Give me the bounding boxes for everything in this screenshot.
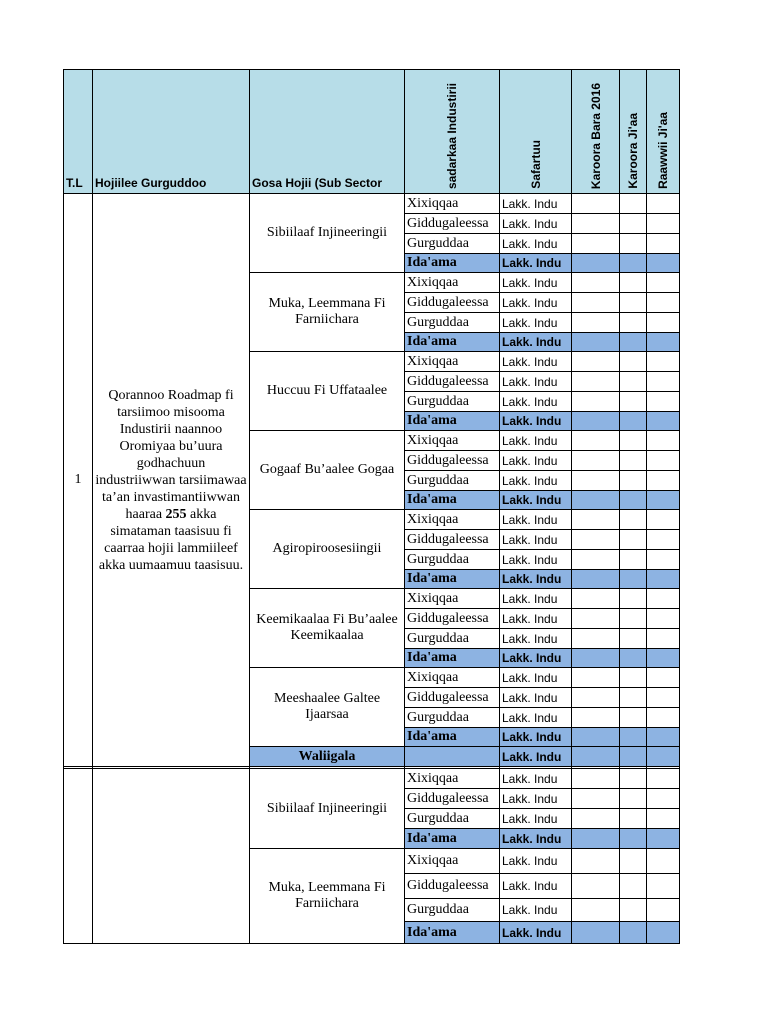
industry-level: Xixiqqaa [405, 273, 500, 293]
unit-label: Lakk. Indu [500, 629, 572, 649]
value-cell[interactable] [620, 412, 647, 431]
value-cell[interactable] [620, 214, 647, 234]
industry-plan-table [63, 69, 680, 944]
value-cell[interactable] [620, 194, 647, 214]
unit-label: Lakk. Indu [500, 649, 572, 668]
unit-label: Lakk. Indu [500, 829, 572, 849]
value-cell[interactable] [572, 333, 620, 352]
subsector-name: Agiropiroosesiingii [250, 510, 405, 589]
industry-level: Gurguddaa [405, 313, 500, 333]
value-cell[interactable] [620, 629, 647, 649]
industry-level: Giddugaleessa [405, 214, 500, 234]
value-cell[interactable] [647, 829, 680, 849]
industry-level: Ida'ama [405, 333, 500, 352]
header-subsector: Gosa Hojii (Sub Sector [250, 70, 405, 194]
value-cell[interactable] [620, 829, 647, 849]
value-cell[interactable] [620, 333, 647, 352]
objective-text [93, 194, 250, 767]
value-cell[interactable] [620, 234, 647, 254]
unit-label: Lakk. Indu [500, 550, 572, 570]
value-cell[interactable] [620, 649, 647, 668]
value-cell[interactable] [647, 688, 680, 708]
value-cell[interactable] [572, 254, 620, 273]
value-cell[interactable] [647, 234, 680, 254]
value-cell[interactable] [572, 708, 620, 728]
unit-label: Lakk. Indu [500, 789, 572, 809]
table-row [64, 769, 680, 789]
industry-level: Gurguddaa [405, 550, 500, 570]
value-cell[interactable] [572, 392, 620, 412]
value-cell[interactable] [647, 471, 680, 491]
value-cell[interactable] [647, 214, 680, 234]
value-cell[interactable] [572, 273, 620, 293]
value-cell[interactable] [572, 431, 620, 451]
value-cell[interactable] [620, 708, 647, 728]
unit-label: Lakk. Indu [500, 510, 572, 530]
unit-label: Lakk. Indu [500, 194, 572, 214]
unit-label: Lakk. Indu [500, 431, 572, 451]
industry-level: Xixiqqaa [405, 668, 500, 688]
unit-label: Lakk. Indu [500, 849, 572, 874]
value-cell[interactable] [572, 530, 620, 550]
unit-label: Lakk. Indu [500, 688, 572, 708]
industry-level: Giddugaleessa [405, 688, 500, 708]
unit-label: Lakk. Indu [500, 234, 572, 254]
unit-label: Lakk. Indu [500, 392, 572, 412]
value-cell[interactable] [572, 747, 620, 767]
value-cell[interactable] [620, 313, 647, 333]
value-cell[interactable] [572, 570, 620, 589]
header-plan-2016: Karoora Bara 2016 [572, 70, 620, 194]
unit-label: Lakk. Indu [500, 313, 572, 333]
value-cell[interactable] [620, 550, 647, 570]
industry-level: Ida'ama [405, 728, 500, 747]
industry-level: Ida'ama [405, 412, 500, 431]
value-cell[interactable] [620, 392, 647, 412]
value-cell[interactable] [647, 849, 680, 874]
industry-level: Xixiqqaa [405, 510, 500, 530]
value-cell[interactable] [572, 899, 620, 922]
value-cell[interactable] [647, 333, 680, 352]
unit-label: Lakk. Indu [500, 530, 572, 550]
value-cell[interactable] [572, 849, 620, 874]
value-cell[interactable] [647, 254, 680, 273]
header-tl: T.L [64, 70, 93, 194]
subsector-name: Muka, Leemmana Fi Farniichara [250, 849, 405, 944]
value-cell[interactable] [572, 874, 620, 899]
value-cell[interactable] [572, 809, 620, 829]
value-cell[interactable] [620, 451, 647, 471]
unit-label: Lakk. Indu [500, 570, 572, 589]
industry-level: Gurguddaa [405, 708, 500, 728]
industry-level: Giddugaleessa [405, 451, 500, 471]
header-unit: Safartuu [500, 70, 572, 194]
value-cell[interactable] [620, 254, 647, 273]
value-cell[interactable] [647, 550, 680, 570]
industry-level: Gurguddaa [405, 471, 500, 491]
unit-label: Lakk. Indu [500, 589, 572, 609]
table-body [64, 194, 680, 944]
value-cell[interactable] [620, 609, 647, 629]
value-cell[interactable] [572, 829, 620, 849]
value-cell[interactable] [572, 589, 620, 609]
objective-part: Qorannoo Roadmap fi tarsiimoo misooma Industirii naannoo Oromiyaa bu’uura godhachuun industriiwwan tarsiimawaa ta’an invastimantiiwwan haaraa [95, 387, 247, 522]
value-cell[interactable] [647, 510, 680, 530]
objective-target: 255 [165, 506, 187, 522]
value-cell[interactable] [572, 491, 620, 510]
grand-total-level [405, 747, 500, 767]
unit-label: Lakk. Indu [500, 293, 572, 313]
value-cell[interactable] [620, 922, 647, 944]
value-cell[interactable] [647, 922, 680, 944]
value-cell[interactable] [620, 491, 647, 510]
value-cell[interactable] [572, 293, 620, 313]
unit-label: Lakk. Indu [500, 922, 572, 944]
value-cell[interactable] [572, 728, 620, 747]
industry-level: Ida'ama [405, 922, 500, 944]
value-cell[interactable] [620, 728, 647, 747]
industry-level: Xixiqqaa [405, 849, 500, 874]
value-cell[interactable] [647, 589, 680, 609]
subsector-name: Sibiilaaf Injineeringii [250, 194, 405, 273]
value-cell[interactable] [647, 392, 680, 412]
industry-level: Ida'ama [405, 254, 500, 273]
table-row [64, 194, 680, 214]
industry-level: Giddugaleessa [405, 789, 500, 809]
header-industry-type: sadarkaa Industirii [405, 70, 500, 194]
subsector-name: Sibiilaaf Injineeringii [250, 769, 405, 849]
unit-label: Lakk. Indu [500, 747, 572, 767]
industry-level: Xixiqqaa [405, 194, 500, 214]
subsector-name: Huccuu Fi Uffataalee [250, 352, 405, 431]
industry-level: Xixiqqaa [405, 352, 500, 372]
value-cell[interactable] [572, 372, 620, 392]
value-cell[interactable] [620, 589, 647, 609]
industry-level: Giddugaleessa [405, 874, 500, 899]
value-cell[interactable] [572, 668, 620, 688]
value-cell[interactable] [647, 570, 680, 589]
industry-level: Gurguddaa [405, 234, 500, 254]
value-cell[interactable] [647, 899, 680, 922]
value-cell[interactable] [572, 550, 620, 570]
industry-level: Ida'ama [405, 491, 500, 510]
value-cell[interactable] [620, 471, 647, 491]
industry-level: Giddugaleessa [405, 530, 500, 550]
industry-level: Ida'ama [405, 829, 500, 849]
value-cell[interactable] [620, 899, 647, 922]
value-cell[interactable] [620, 874, 647, 899]
value-cell[interactable] [620, 769, 647, 789]
value-cell[interactable] [572, 412, 620, 431]
value-cell[interactable] [620, 530, 647, 550]
unit-label: Lakk. Indu [500, 214, 572, 234]
unit-label: Lakk. Indu [500, 273, 572, 293]
value-cell[interactable] [572, 922, 620, 944]
value-cell[interactable] [620, 431, 647, 451]
value-cell[interactable] [647, 530, 680, 550]
value-cell[interactable] [647, 293, 680, 313]
industry-level: Giddugaleessa [405, 293, 500, 313]
subsector-name: Keemikaalaa Fi Bu’aalee Keemikaalaa [250, 589, 405, 668]
value-cell[interactable] [620, 352, 647, 372]
value-cell[interactable] [620, 849, 647, 874]
value-cell[interactable] [572, 471, 620, 491]
unit-label: Lakk. Indu [500, 769, 572, 789]
value-cell[interactable] [647, 809, 680, 829]
value-cell[interactable] [572, 234, 620, 254]
industry-level: Xixiqqaa [405, 769, 500, 789]
value-cell[interactable] [620, 668, 647, 688]
subsector-name: Meeshaalee Galtee Ijaarsaa [250, 668, 405, 747]
row-number [64, 769, 93, 944]
industry-level: Gurguddaa [405, 629, 500, 649]
industry-level: Ida'ama [405, 649, 500, 668]
value-cell[interactable] [620, 688, 647, 708]
header-objective: Hojiilee Gurguddoo [93, 70, 250, 194]
value-cell[interactable] [647, 668, 680, 688]
value-cell[interactable] [620, 570, 647, 589]
value-cell[interactable] [620, 510, 647, 530]
unit-label: Lakk. Indu [500, 874, 572, 899]
value-cell[interactable] [572, 214, 620, 234]
unit-label: Lakk. Indu [500, 451, 572, 471]
unit-label: Lakk. Indu [500, 372, 572, 392]
unit-label: Lakk. Indu [500, 412, 572, 431]
value-cell[interactable] [647, 708, 680, 728]
value-cell[interactable] [647, 194, 680, 214]
value-cell[interactable] [647, 789, 680, 809]
value-cell[interactable] [647, 649, 680, 668]
value-cell[interactable] [572, 313, 620, 333]
industry-level: Gurguddaa [405, 809, 500, 829]
value-cell[interactable] [572, 769, 620, 789]
value-cell[interactable] [572, 629, 620, 649]
value-cell[interactable] [620, 809, 647, 829]
industry-level: Xixiqqaa [405, 431, 500, 451]
value-cell[interactable] [620, 372, 647, 392]
value-cell[interactable] [647, 412, 680, 431]
industry-level: Xixiqqaa [405, 589, 500, 609]
objective-text [93, 769, 250, 944]
value-cell[interactable] [572, 352, 620, 372]
unit-label: Lakk. Indu [500, 333, 572, 352]
value-cell[interactable] [572, 609, 620, 629]
grand-total-label: Waliigala [250, 747, 405, 767]
header-plan-period: Karoora Ji'aa [620, 70, 647, 194]
unit-label: Lakk. Indu [500, 254, 572, 273]
industry-level: Gurguddaa [405, 899, 500, 922]
unit-label: Lakk. Indu [500, 809, 572, 829]
value-cell[interactable] [647, 431, 680, 451]
objective-part: akka simataman taasisuu fi caarraa hojii lammiileef akka uumaamuu taasisuu. [98, 506, 244, 573]
value-cell[interactable] [647, 273, 680, 293]
unit-label: Lakk. Indu [500, 491, 572, 510]
value-cell[interactable] [620, 789, 647, 809]
subsector-name: Gogaaf Bu’aalee Gogaa [250, 431, 405, 510]
value-cell[interactable] [647, 491, 680, 510]
unit-label: Lakk. Indu [500, 708, 572, 728]
industry-level: Giddugaleessa [405, 609, 500, 629]
unit-label: Lakk. Indu [500, 352, 572, 372]
industry-level: Gurguddaa [405, 392, 500, 412]
industry-level: Ida'ama [405, 570, 500, 589]
value-cell[interactable] [572, 789, 620, 809]
row-number: 1 [64, 194, 93, 767]
value-cell[interactable] [647, 372, 680, 392]
value-cell[interactable] [620, 273, 647, 293]
value-cell[interactable] [572, 451, 620, 471]
value-cell[interactable] [647, 451, 680, 471]
value-cell[interactable] [647, 747, 680, 767]
value-cell[interactable] [620, 747, 647, 767]
value-cell[interactable] [647, 769, 680, 789]
value-cell[interactable] [620, 293, 647, 313]
value-cell[interactable] [647, 874, 680, 899]
unit-label: Lakk. Indu [500, 471, 572, 491]
value-cell[interactable] [572, 688, 620, 708]
unit-label: Lakk. Indu [500, 668, 572, 688]
subsector-name: Muka, Leemmana Fi Farniichara [250, 273, 405, 352]
header-row [64, 70, 680, 194]
unit-label: Lakk. Indu [500, 899, 572, 922]
unit-label: Lakk. Indu [500, 728, 572, 747]
value-cell[interactable] [647, 609, 680, 629]
value-cell[interactable] [647, 728, 680, 747]
unit-label: Lakk. Indu [500, 609, 572, 629]
industry-level: Giddugaleessa [405, 372, 500, 392]
value-cell[interactable] [647, 352, 680, 372]
value-cell[interactable] [572, 510, 620, 530]
value-cell[interactable] [647, 629, 680, 649]
value-cell[interactable] [572, 194, 620, 214]
header-performance: Raawwii Ji'aa [647, 70, 680, 194]
value-cell[interactable] [647, 313, 680, 333]
value-cell[interactable] [572, 649, 620, 668]
